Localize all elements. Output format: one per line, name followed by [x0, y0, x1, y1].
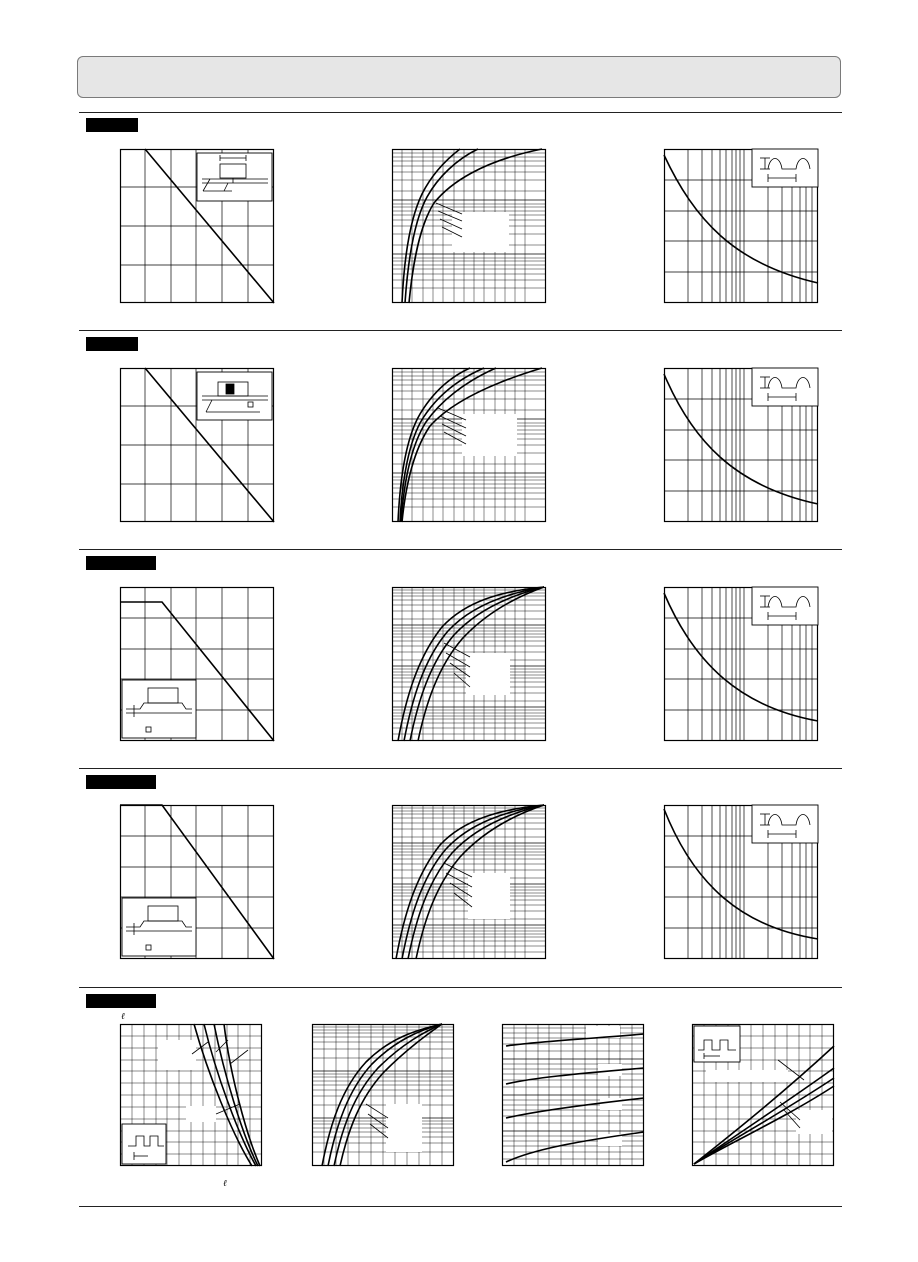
surge-current-chart-3 [664, 587, 818, 741]
surge-current-chart-4 [664, 805, 818, 959]
derating-chart-3 [120, 587, 274, 741]
footer-divider [79, 1206, 842, 1207]
forward-characteristic-chart-2 [392, 368, 546, 522]
datasheet-title-bar [77, 56, 841, 98]
forward-characteristic-chart-5 [312, 1024, 454, 1166]
surge-current-chart-1 [664, 149, 818, 303]
current-vs-length-chart [120, 1024, 262, 1166]
length-symbol: ℓ [121, 1012, 125, 1022]
capacitance-chart [502, 1024, 644, 1166]
section-divider [79, 330, 842, 331]
derating-chart-2 [120, 368, 274, 522]
forward-characteristic-chart-3 [392, 587, 546, 741]
section-divider [79, 768, 842, 769]
section-divider [79, 549, 842, 550]
section-1-tag [86, 118, 138, 132]
section-4-tag [86, 775, 156, 789]
section-3-tag [86, 556, 156, 570]
derating-chart-4 [120, 805, 274, 959]
section-2-tag [86, 337, 138, 351]
section-5-tag [86, 994, 156, 1008]
surge-current-chart-2 [664, 368, 818, 522]
section-divider [79, 987, 842, 988]
section-divider [79, 112, 842, 113]
power-dissipation-chart [692, 1024, 834, 1166]
length-symbol-axis: ℓ [223, 1179, 227, 1189]
derating-chart-1 [120, 149, 274, 303]
forward-characteristic-chart-1 [392, 149, 546, 303]
forward-characteristic-chart-4 [392, 805, 546, 959]
